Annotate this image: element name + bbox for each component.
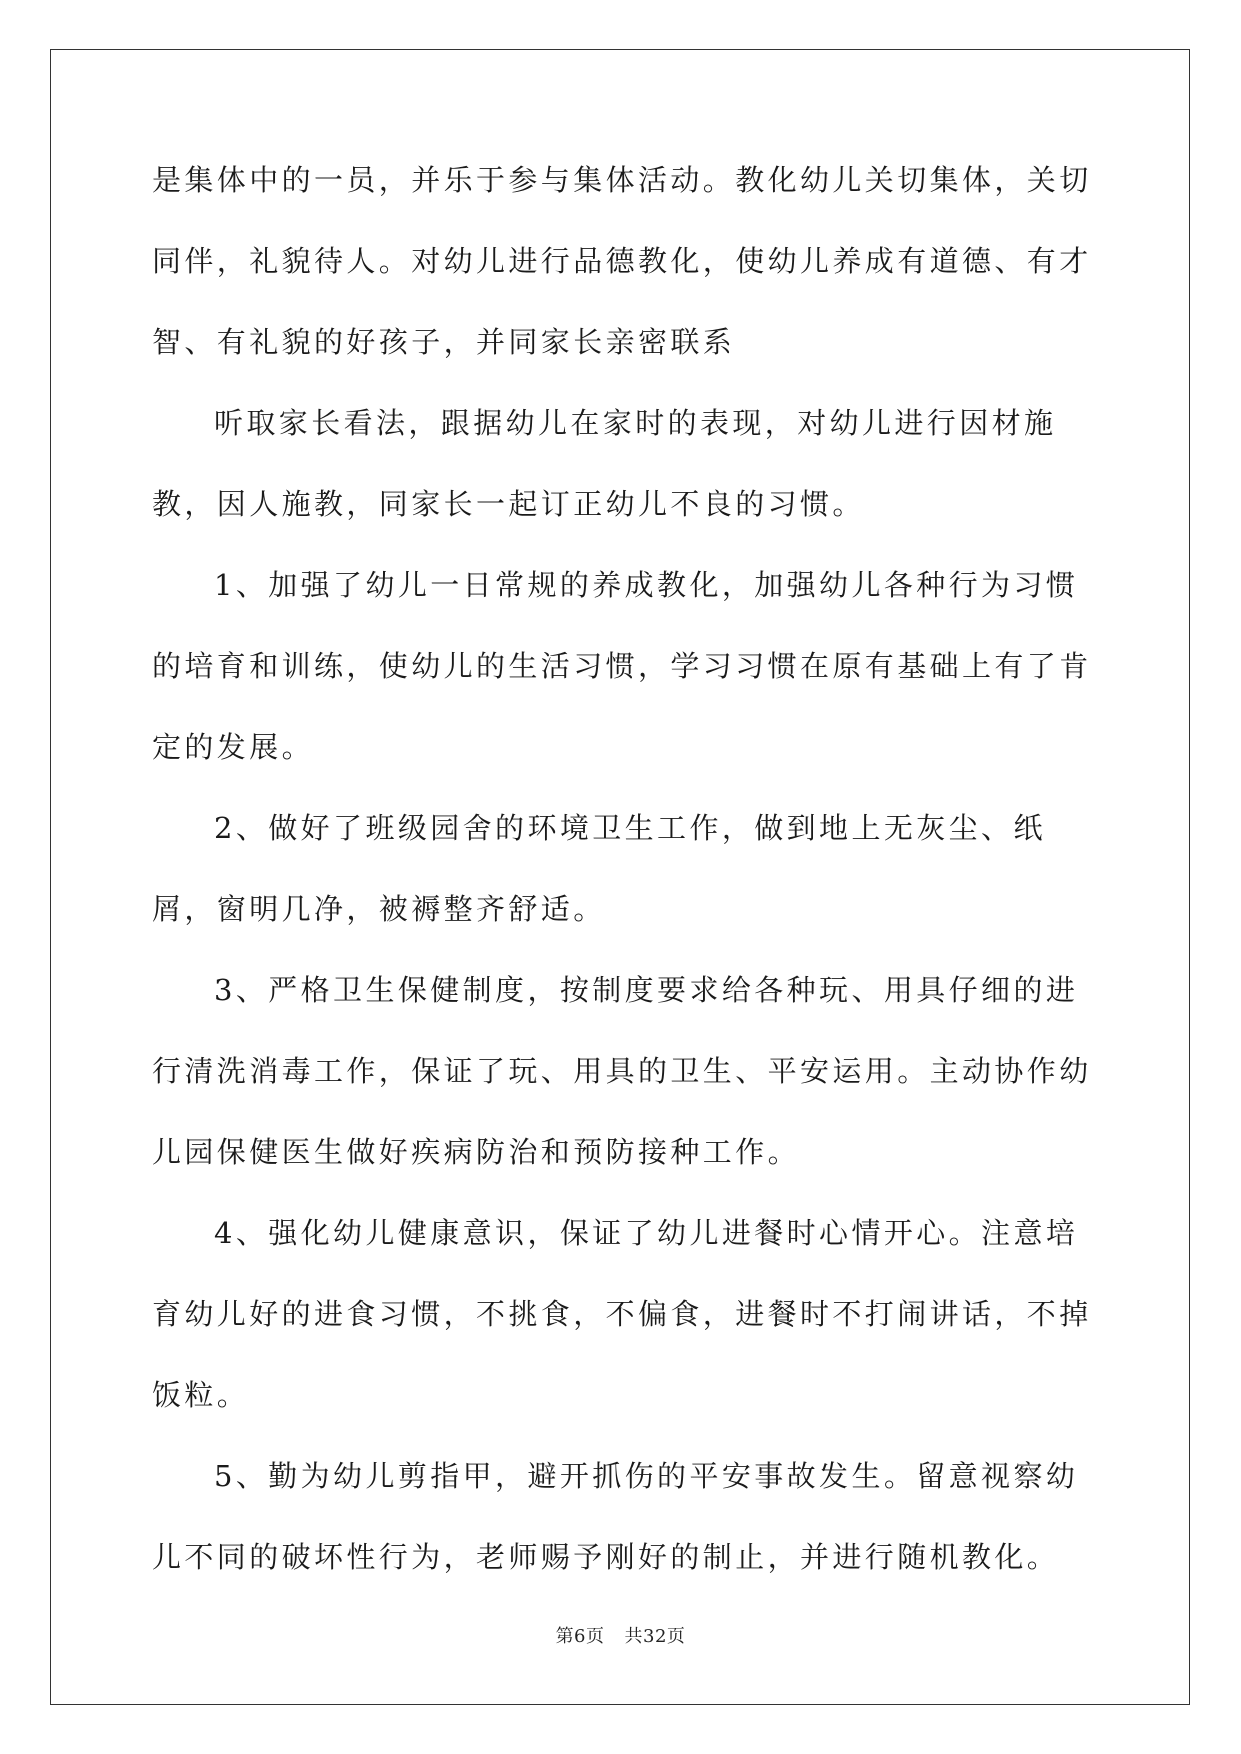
page-footer — [0, 1622, 1241, 1648]
paragraph: 2、做好了班级园舍的环境卫生工作，做到地上无灰尘、纸屑，窗明几净，被褥整齐舒适。 — [152, 811, 1046, 926]
document-body — [152, 140, 1092, 1598]
page-number: 第6页 — [555, 1626, 605, 1647]
paragraph: 5、勤为幼儿剪指甲，避开抓伤的平安事故发生。留意视察幼儿不同的破坏性行为，老师赐予刚好的制止，并进行随机教化。 — [152, 1459, 1079, 1574]
paragraph: 4、强化幼儿健康意识，保证了幼儿进餐时心情开心。注意培育幼儿好的进食习惯，不挑食，不偏食，进餐时不打闹讲话，不掉饭粒。 — [152, 1216, 1092, 1412]
paragraph: 3、严格卫生保健制度，按制度要求给各种玩、用具仔细的进行清洗消毒工作，保证了玩、用具的卫生、平安运用。主动协作幼儿园保健医生做好疾病防治和预防接种工作。 — [152, 973, 1092, 1169]
paragraph: 听取家长看法，跟据幼儿在家时的表现，对幼儿进行因材施教，因人施教，同家长一起订正幼儿不良的习惯。 — [152, 406, 1057, 521]
paragraph: 1、加强了幼儿一日常规的养成教化，加强幼儿各种行为习惯的培育和训练，使幼儿的生活习惯，学习习惯在原有基础上有了肯定的发展。 — [152, 568, 1092, 764]
paragraph: 是集体中的一员，并乐于参与集体活动。教化幼儿关切集体，关切同伴，礼貌待人。对幼儿进行品德教化，使幼儿养成有道德、有才智、有礼貌的好孩子，并同家长亲密联系 — [152, 163, 1092, 359]
page-total: 共32页 — [624, 1626, 686, 1647]
